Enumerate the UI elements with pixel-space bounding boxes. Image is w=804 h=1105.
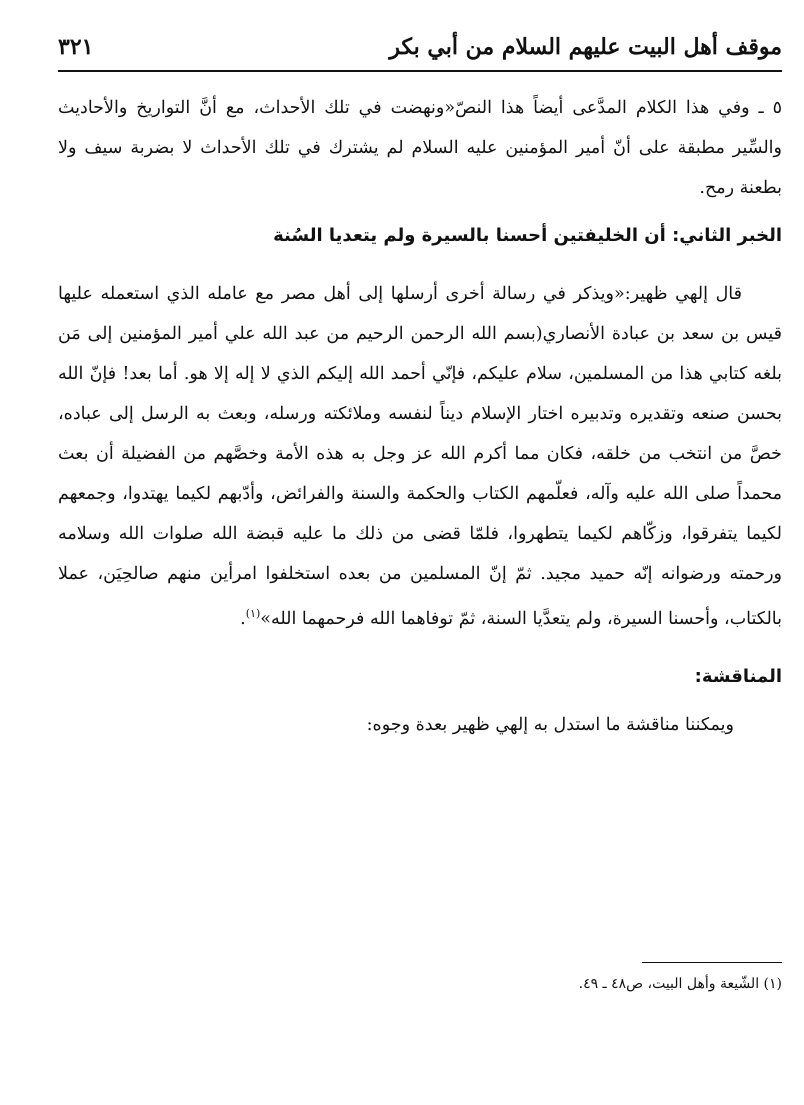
header-rule <box>58 70 782 72</box>
footnote-ref: (١) <box>245 607 261 620</box>
paragraph-5: ٥ ـ وفي هذا الكلام المدَّعى أيضاً هذا النصّ«ونهضت في تلك الأحداث، مع أنَّ التواريخ والأحاديث والسِّير مطبقة على أنّ أمير المؤمنين عليه السلام لم يشترك في تلك الأحداث لا بضربة سيف ولا بطعنة رمح. <box>58 98 782 198</box>
page-body <box>58 88 782 745</box>
intro-line: ويمكننا مناقشة ما استدل به إلهي ظهير بعدة وجوه: <box>366 714 734 735</box>
page-header <box>58 28 782 66</box>
section-heading-label: الخبر الثاني: <box>672 225 782 246</box>
footnote: (١) الشّيعة وأهل البيت، ص٤٨ ـ ٤٩. <box>578 976 782 992</box>
footnote-rule <box>642 962 782 963</box>
running-title: موقف أهل البيت عليهم السلام من أبي بكر <box>389 34 782 60</box>
quote-paragraph: قال إلهي ظهير:«ويذكر في رسالة أخرى أرسلها إلى أهل مصر مع عامله الذي استعمله عليها قيس بن سعد بن عبادة الأنصاري(بسم الله الرحمن الرحيم من عبد الله علي أمير المؤمنين إلى مَن بلغه كتابي هذا من المسلمين، سلام عليكم، فإنّي أحمد الله إليكم الذي لا إله إلا هو. أما بعد! فإنّ الله بحسن صنعه وتقديره وتدبيره اختار الإسلام ديناً لنفسه وملائكته ورسله، وبعث به الرسل إلى عباده، خصَّ من انتخب من خلقه، فكان مما أكرم الله عز وجل به هذه الأمة وخصَّهم من الفضيلة أن بعث محمداً صلى الله عليه وآله، فعلّمهم الكتاب والحكمة والسنة والفرائض، وأدّبهم لكيما يهتدوا، وجمعهم لكيما يتفرقوا، وزكّاهم لكيما يتطهروا، فلمّا قضى من ذلك ما عليه قبضة الله صلوات الله وسلامه ورحمته ورضوانه إنّه حميد مجيد. ثمّ إنّ المسلمين من بعده استخلفوا امرأين منهم صالحِيَن، عملا بالكتاب، وأحسنا السيرة، ولم يتعدَّيا السنة، ثمّ توفاهما الله فرحمهما الله»$^{(١)}$. <box>58 284 782 629</box>
section-heading <box>58 216 782 256</box>
discussion-heading: المناقشة: <box>694 665 782 687</box>
section-heading-title: أن الخليفتين أحسنا بالسيرة ولم يتعديا السُنة <box>273 225 666 246</box>
page-number: ٣٢١ <box>58 34 94 60</box>
quote-text: قال إلهي ظهير:«ويذكر في رسالة أخرى أرسلها إلى أهل مصر مع عامله الذي استعمله عليها قيس بن سعد بن عبادة الأنصاري(بسم الله الرحمن الرحيم من عبد الله علي أمير المؤمنين إلى مَن بلغه كتابي هذا من المسلمين، سلام عليكم، فإنّي أحمد الله إليكم الذي لا إله إلا هو. أما بعد! فإنّ الله بحسن صنعه وتقديره وتدبيره اختار الإسلام ديناً لنفسه وملائكته ورسله، وبعث به الرسل إلى عباده، خصَّ من انتخب من خلقه، فكان مما أكرم الله عز وجل به هذه الأمة وخصَّهم من الفضيلة أن بعث محمداً صلى الله عليه وآله، فعلّمهم الكتاب والحكمة والسنة والفرائض، وأدّبهم لكيما يهتدوا، وجمعهم لكيما يتفرقوا، وزكّاهم لكيما يتطهروا، فلمّا قضى من ذلك ما عليه قبضة الله صلوات الله وسلامه ورحمته ورضوانه إنّه حميد مجيد. ثمّ إنّ المسلمين من بعده استخلفوا امرأين منهم صالحِيَن، عملا بالكتاب، وأحسنا السيرة، ولم يتعدَّيا السنة، ثمّ توفاهما الله فرحمهما الله» <box>58 284 782 629</box>
